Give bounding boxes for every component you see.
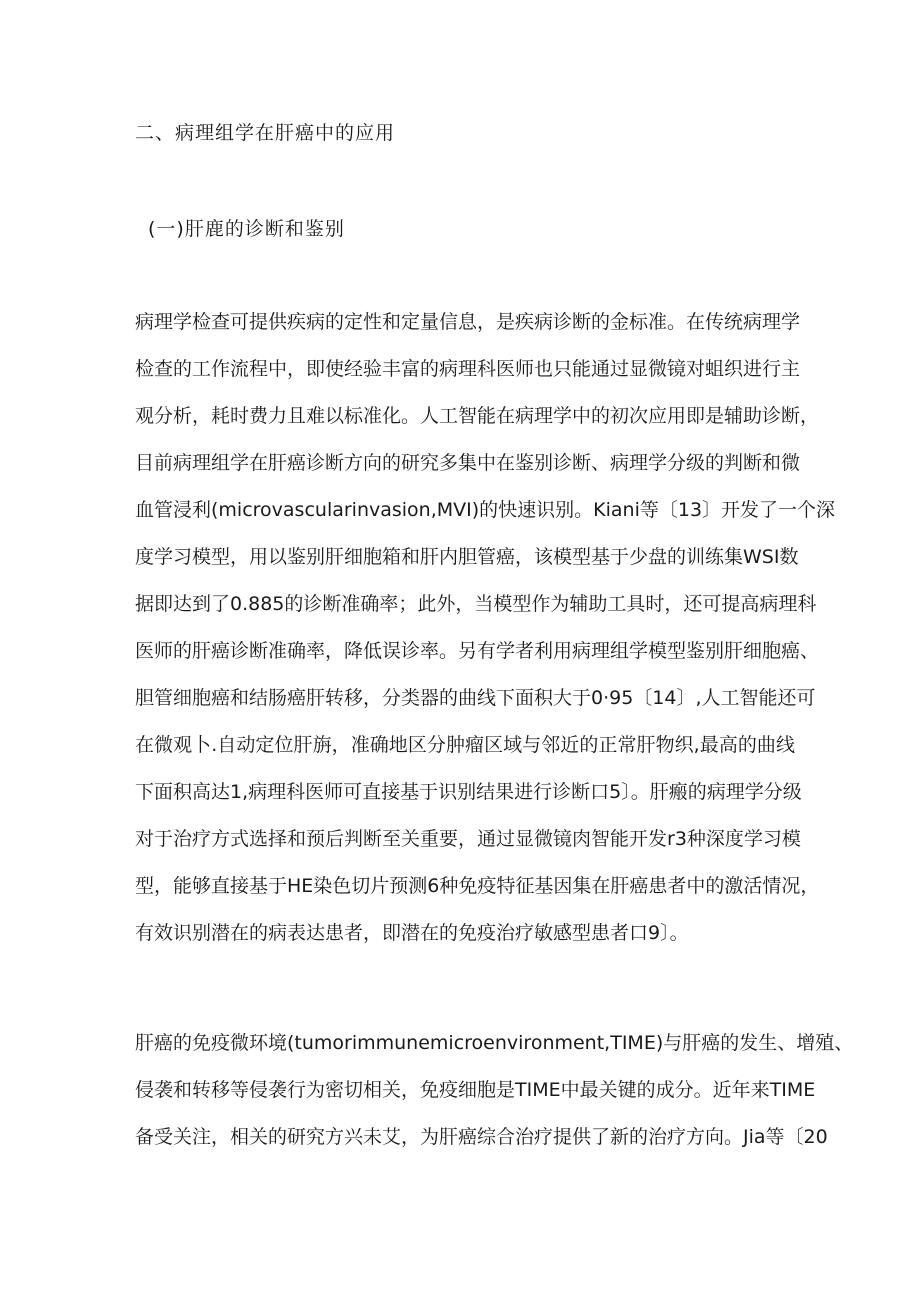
text-line: 据即达到了0.885的诊断准确率；此外，当模型作为辅助工具时，还可提高病理科 [135,593,817,615]
paragraph-immune-microenvironment [135,1020,854,1161]
text-line: 病理学检查可提供疾病的定性和定量信息，是疾病诊断的金标准。在传统病理学 [135,311,801,333]
text-line: 对于治疗方式选择和预后判断至关重要，通过显微镜肉智能开发r3种深度学习模 [135,828,801,850]
section-title: 二、病理组学在肝癌中的应用 [135,122,396,144]
text-line: 医师的肝癌诊断准确率，降低误诊率。另有学者利用病理组学模型鉴别肝细胞癌、 [135,640,820,662]
text-line: 目前病理组学在肝癌诊断方向的研究多集中在鉴别诊断、病理学分级的判断和微 [135,452,801,474]
text-line: 备受关注，相关的研究方兴未艾，为肝癌综合治疗提供了新的治疗方向。Jia等〔20 [135,1126,828,1148]
text-line: 胆管细胞癌和结肠癌肝转移，分类器的曲线下面积大于0·95〔14〕,人工智能还可 [135,687,816,709]
text-line: 型，能够直接基于HE染色切片预测6种免疫特征基因集在肝癌患者中的激活情况， [135,875,820,897]
text-line: 度学习模型，用以鉴别肝细胞箱和肝内胆管癌，该模型基于少盘的训练集WSI数 [135,546,799,568]
text-line: 检查的工作流程中，即使经验丰富的病理科医师也只能通过显微镜对蛆织进行主 [135,358,801,380]
text-line: 观分析，耗时费力且难以标准化。人工智能在病理学中的初次应用即是辅助诊断， [135,405,820,427]
text-line: 侵袭和转移等侵袭行为密切相关，免疫细胞是TIME中最关键的成分。近年来TIME [135,1079,816,1101]
text-line: 有效识别潜在的病表达患者，即潜在的免疫治疗敏感型患者口9〕。 [135,922,689,944]
text-line: 肝癌的免疫微环境(tumorimmunemicroenvironment,TIME)与肝癌的发生、增殖、 [135,1032,854,1054]
text-line: 在微观卜.自动定位肝旃，准确地区分肿瘤区域与邻近的正常肝物织,最高的曲线 [135,734,795,756]
subsection-title: (一)肝鹿的诊断和鉴别 [148,218,345,240]
text-line: 下面积高达1,病理科医师可直接基于识别结果进行诊断口5〕。肝瘢的病理学分级 [135,781,802,803]
text-line: 血管浸利(microvascularinvasion,MVI)的快速识别。Kiani等〔13〕开发了一个深 [135,499,836,521]
paragraph-pathology-diagnosis [135,299,836,957]
